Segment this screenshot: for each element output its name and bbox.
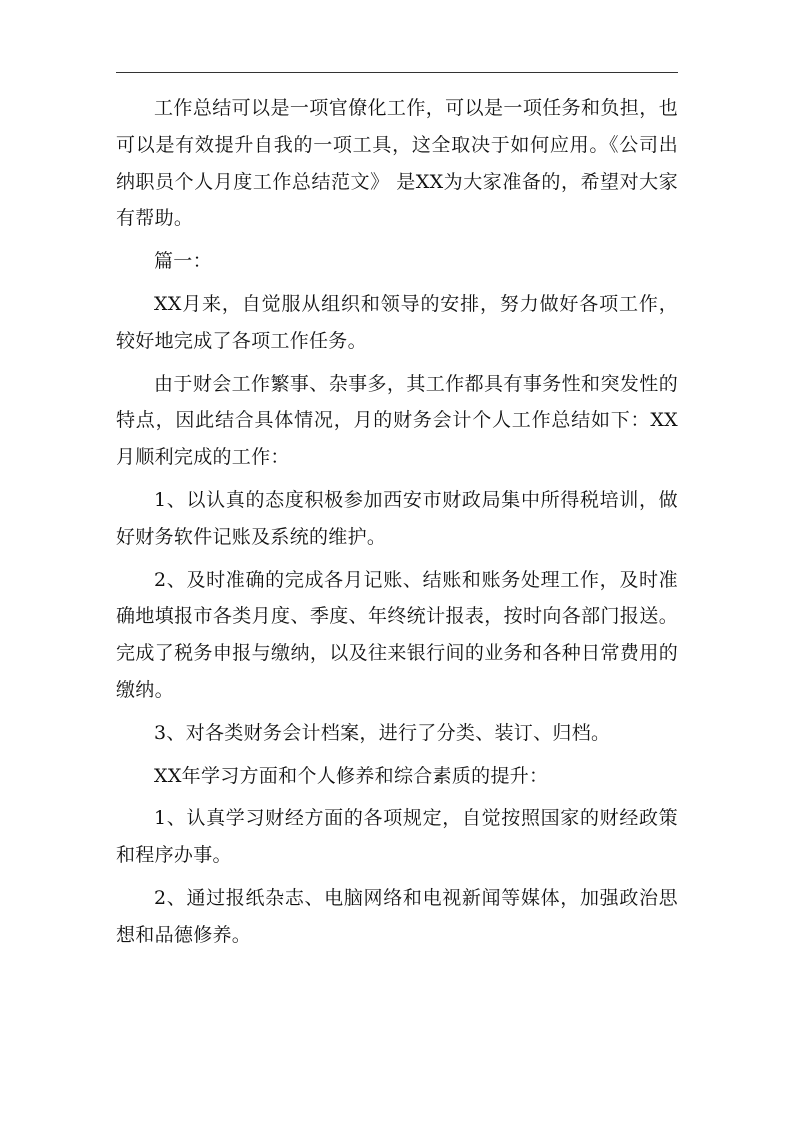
header-rule bbox=[116, 72, 678, 73]
list-item: 3、对各类财务会计档案，进行了分类、装订、归档。 bbox=[154, 721, 611, 744]
document-body bbox=[116, 90, 678, 960]
list-item: 2、通过报纸杂志、电脑网络和电视新闻等媒体，加强政治思想和品德修养。 bbox=[116, 886, 678, 946]
section-heading: 篇一： bbox=[154, 250, 212, 273]
body-paragraph: 由于财会工作繁事、杂事多，其工作都具有事务性和突发性的特点，因此结合具体情况，月的财务会计个人工作总结如下：XX月顺利完成的工作： bbox=[116, 372, 678, 469]
list-item: 2、及时准确的完成各月记账、结账和账务处理工作，及时准确地填报市各类月度、季度、年终统计报表，按时向各部门报送。完成了税务申报与缴纳，以及往来银行间的业务和各种日常费用的缴纳。 bbox=[116, 568, 678, 701]
list-item: 1、以认真的态度积极参加西安市财政局集中所得税培训，做好财务软件记账及系统的维护。 bbox=[116, 488, 678, 548]
intro-paragraph: 工作总结可以是一项官僚化工作，可以是一项任务和负担，也可以是有效提升自我的一项工具，这全取决于如何应用。《公司出纳职员个人月度工作总结范文》 是XX为大家准备的，希望对大家有帮助。 bbox=[116, 97, 678, 230]
list-item: 1、认真学习财经方面的各项规定，自觉按照国家的财经政策和程序办事。 bbox=[116, 807, 678, 867]
body-paragraph: XX月来，自觉服从组织和领导的安排，努力做好各项工作，较好地完成了各项工作任务。 bbox=[116, 292, 678, 352]
subsection-heading: XX年学习方面和个人修养和综合素质的提升： bbox=[154, 764, 549, 787]
